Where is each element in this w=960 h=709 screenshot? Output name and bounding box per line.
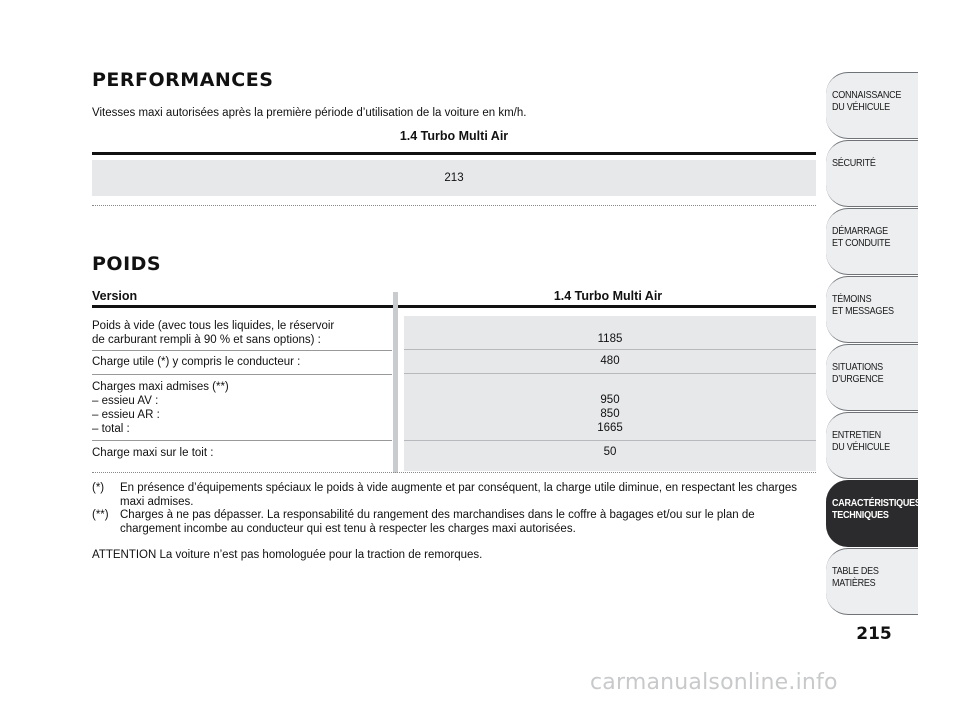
poids-model-header: 1.4 Turbo Multi Air: [553, 289, 663, 303]
performances-model-header: 1.4 Turbo Multi Air: [399, 129, 509, 143]
watermark: carmanualsonline.info: [590, 670, 838, 695]
tab-connaissance-du-vehicule[interactable]: [826, 72, 918, 139]
poids-row-label: Charges maxi admises (**) – essieu AV : – essieu AR : – total :: [92, 381, 229, 435]
poids-bottom-rule: [92, 472, 816, 473]
poids-row-value: 1185: [597, 333, 623, 345]
poids-row-divider: [92, 374, 392, 375]
footnote: [92, 481, 816, 509]
tab-label: TABLE DES MATIÈRES: [832, 565, 879, 589]
tab-label: DÉMARRAGE ET CONDUITE: [832, 225, 891, 249]
poids-row-value: 480: [600, 355, 620, 367]
poids-row-label: Charge utile (*) y compris le conducteur :: [92, 356, 301, 368]
poids-header-rule: [92, 305, 816, 308]
tab-entretien-du-vehicule[interactable]: [826, 412, 918, 479]
attention-note: ATTENTION La voiture n’est pas homologuée pour la traction de remorques.: [92, 549, 483, 561]
poids-row-value: 50: [603, 446, 617, 458]
poids-row-divider: [404, 349, 816, 350]
performances-value-cell: [92, 160, 816, 196]
footnote-text: En présence d’équipements spéciaux le poids à vide augmente et par conséquent, la charge utile diminue, en respectant les charges maxi admises.: [120, 482, 798, 508]
performances-header-rule: [92, 152, 816, 155]
footnote-text: Charges à ne pas dépasser. La responsabilité du rangement des marchandises dans le coffre à bagages et/ou sur le plan de chargement incombe au conducteur qui est tenu à respecter les charges maxi autorisées.: [120, 509, 755, 535]
poids-row-label: Charge maxi sur le toit :: [92, 447, 214, 459]
performances-subtitle: Vitesses maxi autorisées après la première période d’utilisation de la voiture en km/h.: [92, 107, 527, 119]
tab-label: ENTRETIEN DU VÉHICULE: [832, 429, 890, 453]
poids-column-divider: [393, 292, 398, 473]
performances-value: 213: [444, 172, 464, 184]
tab-temoins-et-messages[interactable]: [826, 276, 918, 343]
page-number: 215: [856, 624, 892, 644]
poids-version-header: Version: [92, 289, 138, 303]
footnote-marker: (*): [92, 482, 105, 494]
poids-row-divider: [404, 440, 816, 441]
tab-label: SITUATIONS D’URGENCE: [832, 361, 884, 385]
footnote-marker: (**): [92, 509, 109, 521]
tab-label: SÉCURITÉ: [832, 157, 876, 169]
tab-label: CONNAISSANCE DU VÉHICULE: [832, 89, 902, 113]
poids-title: POIDS: [92, 253, 162, 275]
tab-demarrage-et-conduite[interactable]: [826, 208, 918, 275]
tab-label: TÉMOINS ET MESSAGES: [832, 293, 894, 317]
poids-row-value: 950 850 1665: [597, 394, 623, 434]
poids-row-divider: [92, 440, 392, 441]
performances-title: PERFORMANCES: [92, 69, 274, 91]
footnote: [92, 508, 816, 536]
tab-situations-d-urgence[interactable]: [826, 344, 918, 411]
tab-caracteristiques-techniques[interactable]: [826, 480, 921, 547]
tab-label: CARACTÉRISTIQUES TECHNIQUES: [832, 497, 921, 521]
poids-row-label: Poids à vide (avec tous les liquides, le réservoir de carburant rempli à 90 % et sans options) :: [92, 320, 335, 346]
poids-row-divider: [404, 373, 816, 374]
tab-table-des-matieres[interactable]: [826, 548, 918, 615]
poids-row-divider: [92, 350, 392, 351]
tab-securite[interactable]: [826, 140, 918, 207]
performances-bottom-rule: [92, 205, 816, 206]
